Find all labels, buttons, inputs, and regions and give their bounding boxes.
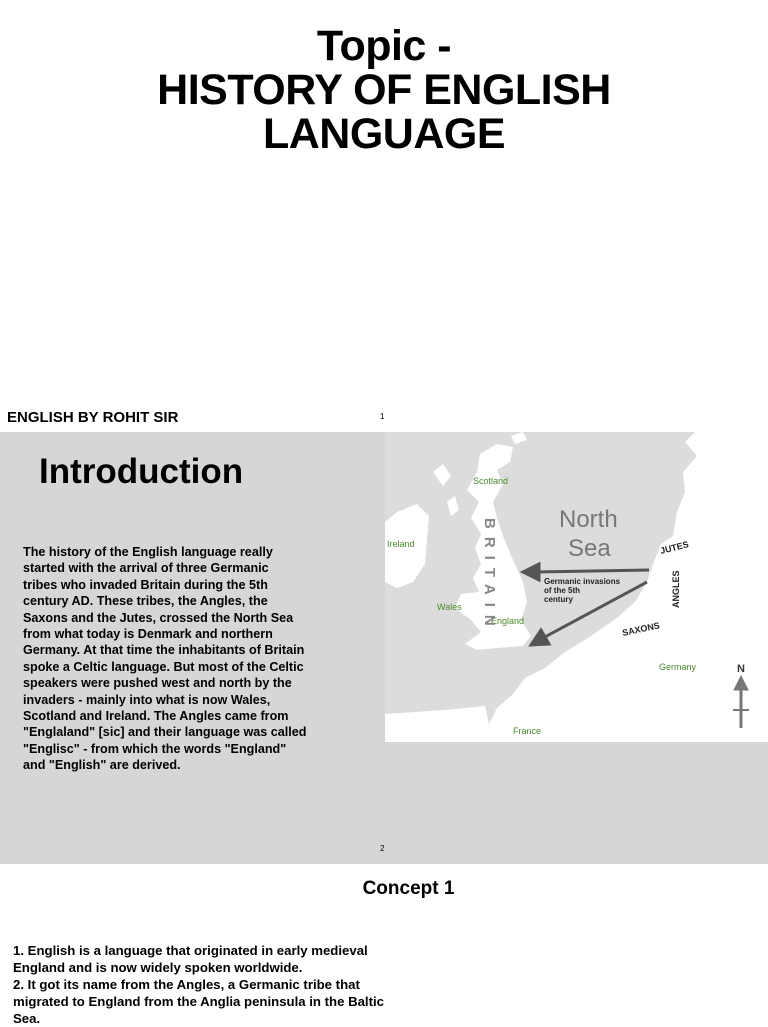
author-label: ENGLISH BY ROHIT SIR bbox=[7, 409, 179, 426]
slide-body-text: The history of the English language really started with the arrival of three Germanic tribes who invaded Britain during the 5th century AD. These tribes, the Angles, the Saxons and the Jutes, crossed the North Sea from what today is Denmark and northern Germany. At that time the inhabitants of Britain spoke a Celtic language. But most of the Celtic speakers were pushed west and north by the invaders - mainly into what is now Wales, Scotland and Ireland. The Angles came from "Englaland" [sic] and their language was called "Englisc" - from which the words "England" and "English" are derived. bbox=[23, 545, 307, 773]
title-line-language: LANGUAGE bbox=[262, 110, 506, 158]
france-label: France bbox=[513, 726, 542, 736]
north-sea-label-2: Sea bbox=[568, 535, 611, 562]
germanic-invasions-map bbox=[385, 432, 768, 742]
wales-label: Wales bbox=[437, 602, 462, 612]
introduction-slide bbox=[0, 432, 768, 864]
britain-label: BRITAIN bbox=[481, 518, 498, 634]
invasions-label-3: century bbox=[544, 595, 573, 604]
saxons-label: SAXONS bbox=[621, 620, 661, 638]
north-sea-label-1: North bbox=[559, 506, 618, 533]
slide-page-number: 2 bbox=[380, 844, 385, 853]
germany-label: Germany bbox=[659, 662, 697, 672]
invasions-label-2: of the 5th bbox=[544, 586, 580, 595]
england-label: England bbox=[491, 616, 525, 626]
invasions-label-1: Germanic invasions bbox=[544, 577, 621, 586]
ireland-label: Ireland bbox=[387, 539, 415, 549]
map-svg bbox=[385, 432, 768, 742]
page-title bbox=[0, 24, 768, 156]
title-line-history: HISTORY OF ENGLISH bbox=[157, 66, 611, 114]
slide-body bbox=[23, 544, 333, 774]
page-number: 1 bbox=[380, 412, 385, 421]
concept-item: 2. It got its name from the Angles, a Germanic tribe that migrated to England from the Anglia peninsula in the Baltic Sea. bbox=[13, 977, 384, 1026]
angles-label: ANGLES bbox=[671, 570, 681, 608]
title-line-topic: Topic - bbox=[316, 22, 452, 70]
concept-title: Concept 1 bbox=[362, 878, 455, 899]
concept-item: 1. English is a language that originated in early medieval England and is now widely spoken worldwide. bbox=[13, 943, 368, 975]
slide-heading: Introduction bbox=[39, 452, 244, 491]
jutes-arrow-line bbox=[535, 570, 649, 572]
north-label: N bbox=[737, 663, 745, 675]
jutes-label: JUTES bbox=[659, 539, 690, 556]
scotland-label: Scotland bbox=[473, 476, 509, 486]
concept-list bbox=[13, 942, 413, 1027]
